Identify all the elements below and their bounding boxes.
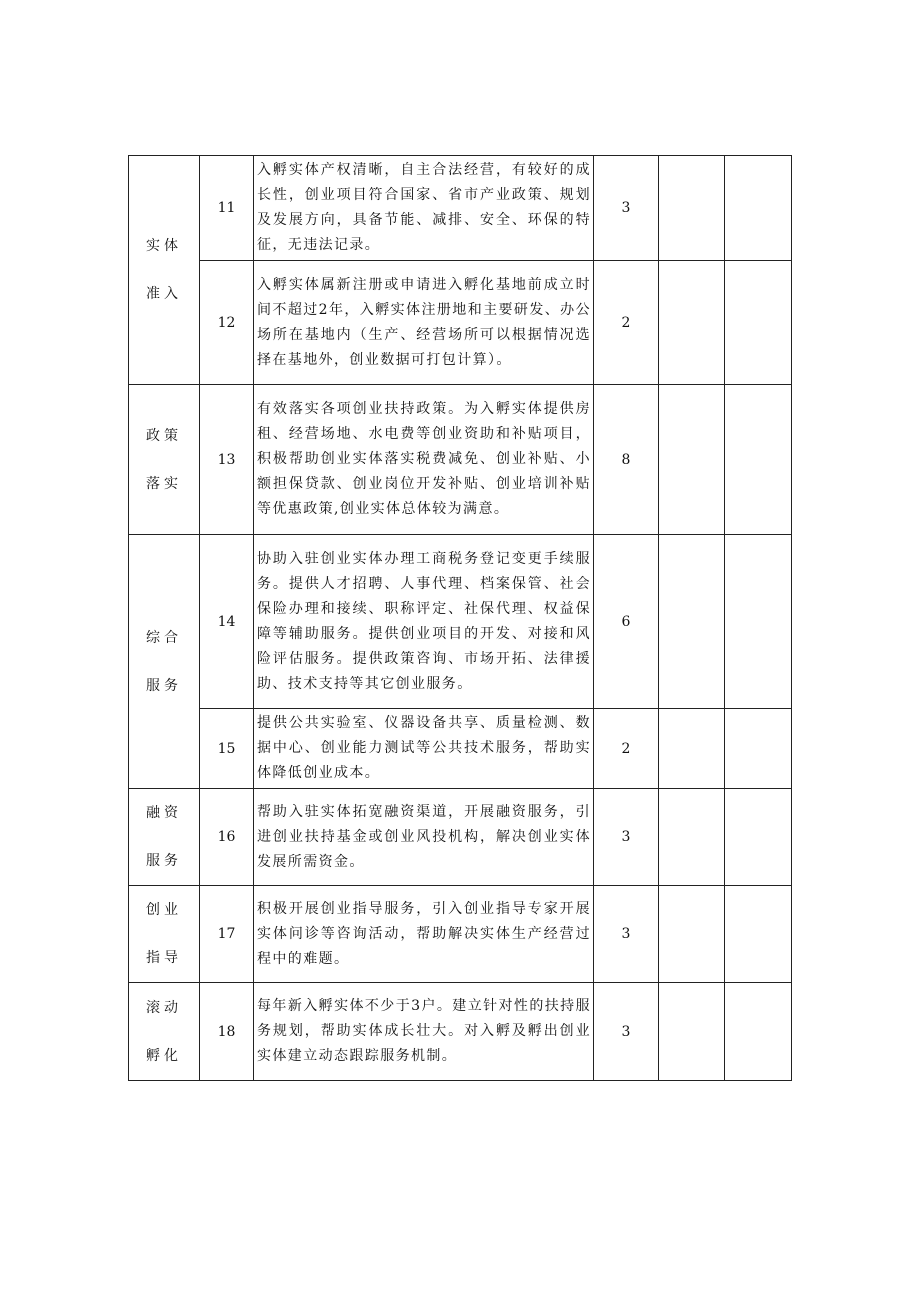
empty-cell (659, 709, 725, 789)
empty-cell (659, 261, 725, 385)
category-cell (129, 983, 200, 1081)
empty-cell (725, 789, 792, 886)
item-score: 3 (594, 886, 659, 983)
category-line: 服务 (146, 853, 182, 869)
empty-cell (659, 535, 725, 709)
item-score: 3 (594, 983, 659, 1081)
category-line: 综合 (146, 629, 182, 646)
item-number: 13 (200, 385, 254, 535)
item-description: 帮助入驻实体拓宽融资渠道，开展融资服务，引进创业扶持基金或创业风投机构，解决创业实体发展所需资金。 (254, 789, 594, 886)
empty-cell (659, 886, 725, 983)
category-cell (129, 535, 200, 789)
item-number: 12 (200, 261, 254, 385)
table-row (129, 983, 792, 1081)
category-cell (129, 385, 200, 535)
item-description: 积极开展创业指导服务，引入创业指导专家开展实体问诊等咨询活动，帮助解决实体生产经营过程中的难题。 (254, 886, 594, 983)
category-line: 滚动 (146, 999, 182, 1016)
empty-cell (659, 156, 725, 261)
category-cell (129, 156, 200, 385)
category-line: 政策 (146, 427, 182, 444)
table-row (129, 156, 792, 261)
empty-cell (725, 983, 792, 1081)
empty-cell (659, 789, 725, 886)
category-line: 实体 (146, 238, 182, 254)
empty-cell (725, 535, 792, 709)
empty-cell (725, 156, 792, 261)
empty-cell (725, 709, 792, 789)
category-line: 创业 (146, 902, 182, 918)
item-number: 11 (200, 156, 254, 261)
table-row (129, 261, 792, 385)
category-line: 落实 (146, 475, 182, 492)
table-row (129, 886, 792, 983)
item-number: 18 (200, 983, 254, 1081)
empty-cell (659, 385, 725, 535)
item-description: 入孵实体属新注册或申请进入孵化基地前成立时间不超过2年，入孵实体注册地和主要研发、办公场所在基地内（生产、经营场所可以根据情况选择在基地外，创业数据可打包计算）。 (254, 261, 594, 385)
category-cell (129, 789, 200, 886)
item-number: 17 (200, 886, 254, 983)
item-description: 每年新入孵实体不少于3户。建立针对性的扶持服务规划，帮助实体成长壮大。对入孵及孵出创业实体建立动态跟踪服务机制。 (254, 983, 594, 1081)
category-line: 准入 (146, 286, 182, 302)
item-score: 3 (594, 789, 659, 886)
evaluation-table (128, 155, 792, 1081)
item-number: 15 (200, 709, 254, 789)
empty-cell (725, 261, 792, 385)
table-row (129, 789, 792, 886)
empty-cell (725, 385, 792, 535)
item-score: 2 (594, 261, 659, 385)
item-description: 提供公共实验室、仪器设备共享、质量检测、数据中心、创业能力测试等公共技术服务，帮助实体降低创业成本。 (254, 709, 594, 789)
table-row (129, 709, 792, 789)
item-score: 3 (594, 156, 659, 261)
item-description: 入孵实体产权清晰，自主合法经营，有较好的成长性，创业项目符合国家、省市产业政策、规划及发展方向，具备节能、减排、安全、环保的特征，无违法记录。 (254, 156, 594, 261)
category-line: 指导 (146, 950, 182, 966)
item-number: 16 (200, 789, 254, 886)
item-description: 协助入驻创业实体办理工商税务登记变更手续服务。提供人才招聘、人事代理、档案保管、社会保险办理和接续、职称评定、社保代理、权益保障等辅助服务。提供创业项目的开发、对接和风险评估服务。提供政策咨询、市场开拓、法律援助、技术支持等其它创业服务。 (254, 535, 594, 709)
item-score: 8 (594, 385, 659, 535)
category-line: 孵化 (146, 1047, 182, 1064)
item-score: 6 (594, 535, 659, 709)
item-score: 2 (594, 709, 659, 789)
category-line: 融资 (146, 805, 182, 821)
item-description: 有效落实各项创业扶持政策。为入孵实体提供房租、经营场地、水电费等创业资助和补贴项目，积极帮助创业实体落实税费减免、创业补贴、小额担保贷款、创业岗位开发补贴、创业培训补贴等优惠政策,创业实体总体较为满意。 (254, 385, 594, 535)
empty-cell (659, 983, 725, 1081)
category-cell (129, 886, 200, 983)
category-line: 服务 (146, 677, 182, 694)
item-number: 14 (200, 535, 254, 709)
empty-cell (725, 886, 792, 983)
table-row (129, 385, 792, 535)
table-row (129, 535, 792, 709)
